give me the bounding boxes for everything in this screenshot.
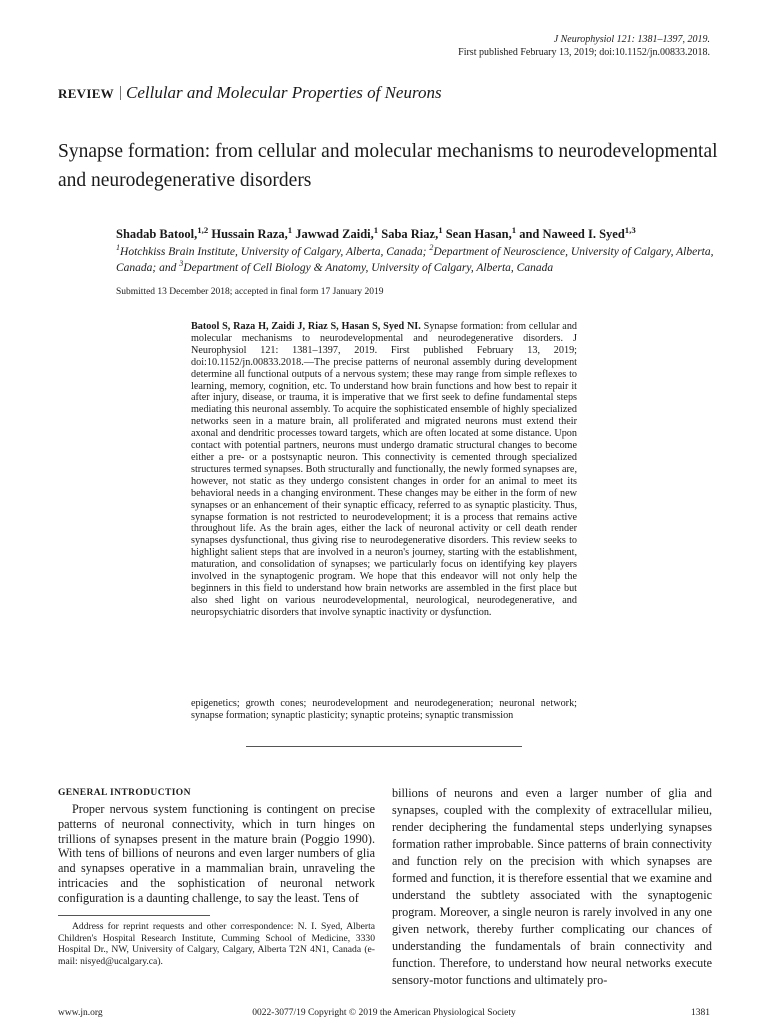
author-list: Shadab Batool,$^{1,2}$ Hussain Raza,$^1$ Jawwad Zaidi,$^1$ Saba Riaz,$^1$ Sean Hasan,$^1$ and Naweed I. Syed$^{1,3}$ bbox=[116, 224, 636, 241]
copyright: 0022-3077/19 Copyright © 2019 the American Physiological Society bbox=[252, 1008, 516, 1018]
journal-website: www.jn.org bbox=[58, 1008, 103, 1018]
footnote-divider bbox=[58, 915, 210, 916]
abstract-text: Synapse formation: from cellular and molecular mechanisms to neurodevelopmental and neurodegenerative disorders. J Neurophysiol 121: 1381–1397, 2019. First published February 13, 2019; doi:10.1152/jn.00833.2018.—The precise patterns of neuronal assembly during development determine all functional outputs of a nervous system; these may range from simple reflexes to learning, memory, cognition, etc. To understand how brain functions and how best to repair it after injury, disease, or trauma, it is imperative that we first seek to define fundamental steps mediating this neuronal assembly. To acquire the sophisticated ensemble of highly specialized networks seen in a mature brain, all proliferated and migrated neurons must extend their axonal and dendritic processes toward targets, which are often located at some distance. Upon contact with potential partners, neurons must undergo dramatic structural changes to become either a pre- or a postsynaptic neuron. This connectivity is cemented through specialized structures termed synapses. Both structurally and functionally, the newly formed synapses are, however, not static as they undergo consistent changes in order for an animal to meet its behavioral needs in a changing environment. These changes may be either in the form of new synapses or an enhancement of their synaptic efficacy, referred to as synaptic plasticity. Thus, synapse formation is not restricted to neurodevelopment; it is a process that remains active throughout life. As the brain ages, either the lack of neuronal activity or cell death render synapses dysfunctional, thus giving rise to neurodegenerative disorders. This review seeks to highlight salient steps that are involved in a neuron's journey, starting with the establishment, maturation, and consolidation of synapses; we particularly focus on identifying key players involved in the synaptogenic program. We hope that this endeavor will not only help the beginners in this field to understand how brain networks are assembled in the first place but also shed light on various neurodevelopmental, neurological, neurodegenerative, and neuropsychiatric disorders that involve synaptic inactivity or dysfunction. bbox=[191, 321, 578, 618]
abstract bbox=[191, 321, 577, 619]
page-number: 1381 bbox=[691, 1008, 710, 1018]
article-title: Synapse formation: from cellular and molecular mechanisms to neurodevelopmental and neurodegenerative disorders bbox=[58, 141, 718, 191]
section-title: Cellular and Molecular Properties of Neurons bbox=[125, 83, 442, 102]
affiliations: $^1$Hotchkiss Brain Institute, University of Calgary, Alberta, Canada; $^2$Department of Neuroscience, University of Calgary, Alberta, Canada; and $^3$Department of Cell Biology & Anatomy, University of Calgary, Alberta, Canada bbox=[116, 243, 714, 274]
correspondence-footnote: Address for reprint requests and other correspondence: N. I. Syed, Alberta Children's Hospital Research Institute, Cumming School of Medicine, 3330 Hospital Dr., NW, University of Calgary, Calgary, Alberta T2N 4N1, Canada (e-mail: nisyed@ucalgary.ca). bbox=[58, 921, 375, 967]
keywords: epigenetics; growth cones; neurodevelopment and neurodegeneration; neuronal network; synapse formation; synaptic plasticity; synaptic proteins; synaptic transmission bbox=[191, 698, 577, 722]
section-divider bbox=[120, 86, 121, 100]
publication-info: First published February 13, 2019; doi:10.1152/jn.00833.2018. bbox=[458, 47, 710, 58]
intro-right-column: billions of neurons and even a larger number of glia and synapses, coupled with the complexity of extracellular milieu, render deciphering the fundamental steps underlying synapses formation rather improbable. Since patterns of brain connectivity and function rely on the precision with which synapses are formed and function, it is therefore essential that we examine and understand the subtlety associated with the synaptogenic program. Moreover, a single neuron is rarely involved in any one given network, thereby further complicating our chances of understanding the fundamentals of brain connectivity and function. Therefore, to understand how neural networks execute sensory-motor functions and ultimately pro- bbox=[392, 786, 712, 987]
section-heading: GENERAL INTRODUCTION bbox=[58, 788, 191, 798]
abstract-citation-authors: Batool S, Raza H, Zaidi J, Riaz S, Hasan S, Syed NI. bbox=[191, 321, 421, 332]
intro-left-column: Proper nervous system functioning is contingent on precise patterns of neuronal connectivity, which in turn hinges on trillions of synapses present in the mature brain (Poggio 1990). With tens of billions of neurons and even larger numbers of glia and synapses operative in a mammalian brain, unraveling the intricacies and the sophistication of neuronal network configuration is a daunting challenge, to say the least. Tens of bbox=[58, 802, 375, 905]
section-banner bbox=[58, 83, 442, 103]
review-label: REVIEW bbox=[58, 86, 114, 101]
abstract-divider bbox=[246, 746, 522, 747]
submission-dates: Submitted 13 December 2018; accepted in final form 17 January 2019 bbox=[116, 287, 384, 297]
journal-citation: J Neurophysiol 121: 1381–1397, 2019. bbox=[553, 34, 710, 45]
